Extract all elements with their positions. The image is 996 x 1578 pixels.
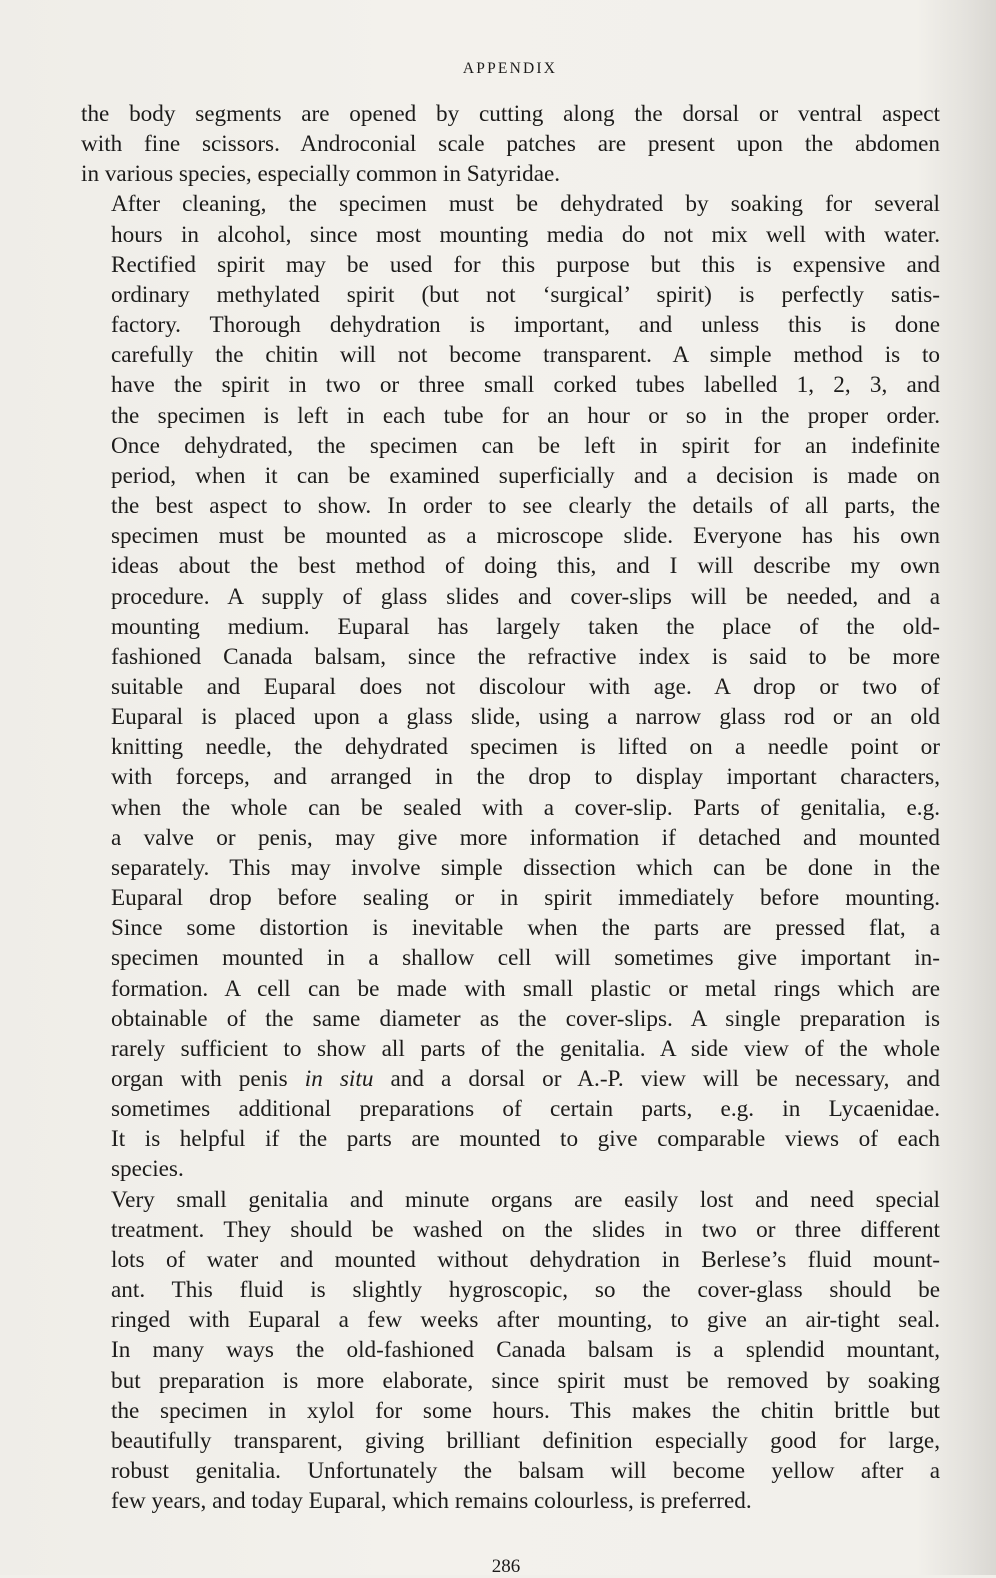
text-line: the best aspect to show. In order to see clearly the details of all parts, the bbox=[111, 493, 940, 520]
text-line: in various species, especially common in Satyridae. bbox=[81, 161, 561, 188]
text-line: but preparation is more elaborate, since spirit must be removed by soaking bbox=[111, 1367, 940, 1394]
text-line: have the spirit in two or three small corked tubes labelled 1, 2, 3, and bbox=[111, 372, 940, 399]
text-line: suitable and Euparal does not discolour with age. A drop or two of bbox=[111, 673, 940, 700]
text-line: Rectified spirit may be used for this purpose but this is expensive and bbox=[111, 251, 940, 278]
text-line: robust genitalia. Unfortunately the balsam will become yellow after a bbox=[111, 1458, 940, 1485]
text-line: with forceps, and arranged in the drop to display important characters, bbox=[111, 764, 940, 791]
text-line: a valve or penis, may give more information if detached and mounted bbox=[111, 824, 940, 851]
text-line: rarely sufficient to show all parts of the genitalia. A side view of the whole bbox=[111, 1035, 940, 1062]
paragraph bbox=[81, 189, 940, 1184]
text-line: treatment. They should be washed on the slides in two or three different bbox=[111, 1216, 940, 1243]
text-line: few years, and today Euparal, which remains colourless, is preferred. bbox=[111, 1488, 752, 1515]
text-line: procedure. A supply of glass slides and cover-slips will be needed, and a bbox=[111, 583, 940, 610]
text-line: carefully the chitin will not become transparent. A simple method is to bbox=[111, 342, 940, 369]
body-text bbox=[81, 99, 940, 1516]
text-line: when the whole can be sealed with a cover-slip. Parts of genitalia, e.g. bbox=[111, 794, 940, 821]
text-line: specimen mounted in a shallow cell will sometimes give important in- bbox=[111, 945, 940, 972]
text-line: lots of water and mounted without dehydration in Berlese’s fluid mount- bbox=[111, 1246, 940, 1273]
text-line: mounting medium. Euparal has largely taken the place of the old- bbox=[111, 613, 940, 640]
text-line: Very small genitalia and minute organs are easily lost and need special bbox=[111, 1186, 940, 1213]
text-line: factory. Thorough dehydration is important, and unless this is done bbox=[111, 312, 940, 339]
text-line: fashioned Canada balsam, since the refractive index is said to be more bbox=[111, 643, 940, 670]
text-line: In many ways the old-fashioned Canada balsam is a splendid mountant, bbox=[111, 1337, 940, 1364]
text-line: species. bbox=[111, 1156, 184, 1183]
text-line: with fine scissors. Androconial scale patches are present upon the abdomen bbox=[81, 131, 940, 158]
text-line: beautifully transparent, giving brilliant definition especially good for large, bbox=[111, 1427, 940, 1454]
text-line: ringed with Euparal a few weeks after mounting, to give an air-tight seal. bbox=[111, 1307, 940, 1334]
text-line: the body segments are opened by cutting along the dorsal or ventral aspect bbox=[81, 101, 940, 127]
text-line: the specimen in xylol for some hours. This makes the chitin brittle but bbox=[111, 1397, 940, 1424]
text-line: the specimen is left in each tube for an hour or so in the proper order. bbox=[111, 402, 940, 429]
text-line: sometimes additional preparations of certain parts, e.g. in Lycaenidae. bbox=[111, 1096, 940, 1123]
text-line: ordinary methylated spirit (but not ‘surgical’ spirit) is perfectly satis- bbox=[111, 281, 940, 308]
text-line: period, when it can be examined superficially and a decision is made on bbox=[111, 462, 940, 489]
running-head: APPENDIX bbox=[462, 60, 558, 77]
text-line: ant. This fluid is slightly hygroscopic, so the cover-glass should be bbox=[111, 1277, 940, 1304]
paragraph bbox=[81, 1185, 940, 1517]
text-line: knitting needle, the dehydrated specimen is lifted on a needle point or bbox=[111, 734, 940, 761]
paragraph bbox=[81, 99, 940, 189]
text-line: ideas about the best method of doing this, and I will describe my own bbox=[111, 553, 940, 580]
text-line: It is helpful if the parts are mounted to give comparable views of each bbox=[111, 1126, 940, 1153]
text-line: Since some distortion is inevitable when the parts are pressed flat, a bbox=[111, 915, 940, 942]
text-line: separately. This may involve simple dissection which can be done in the bbox=[111, 854, 940, 881]
text-line: specimen must be mounted as a microscope slide. Everyone has his own bbox=[111, 523, 940, 550]
text-line: obtainable of the same diameter as the cover-slips. A single preparation is bbox=[111, 1005, 940, 1032]
text-line: After cleaning, the specimen must be dehydrated by soaking for several bbox=[111, 191, 940, 218]
text-line: organ with penis in situ and a dorsal or A.-P. view will be necessary, and bbox=[111, 1066, 940, 1092]
text-line: hours in alcohol, since most mounting media do not mix well with water. bbox=[111, 221, 940, 248]
page-number: 286 bbox=[491, 1556, 521, 1577]
text-line: formation. A cell can be made with small plastic or metal rings which are bbox=[111, 975, 940, 1002]
text-line: Once dehydrated, the specimen can be left in spirit for an indefinite bbox=[111, 432, 940, 459]
text-line: Euparal is placed upon a glass slide, using a narrow glass rod or an old bbox=[111, 704, 940, 731]
text-line: Euparal drop before sealing or in spirit immediately before mounting. bbox=[111, 885, 940, 912]
